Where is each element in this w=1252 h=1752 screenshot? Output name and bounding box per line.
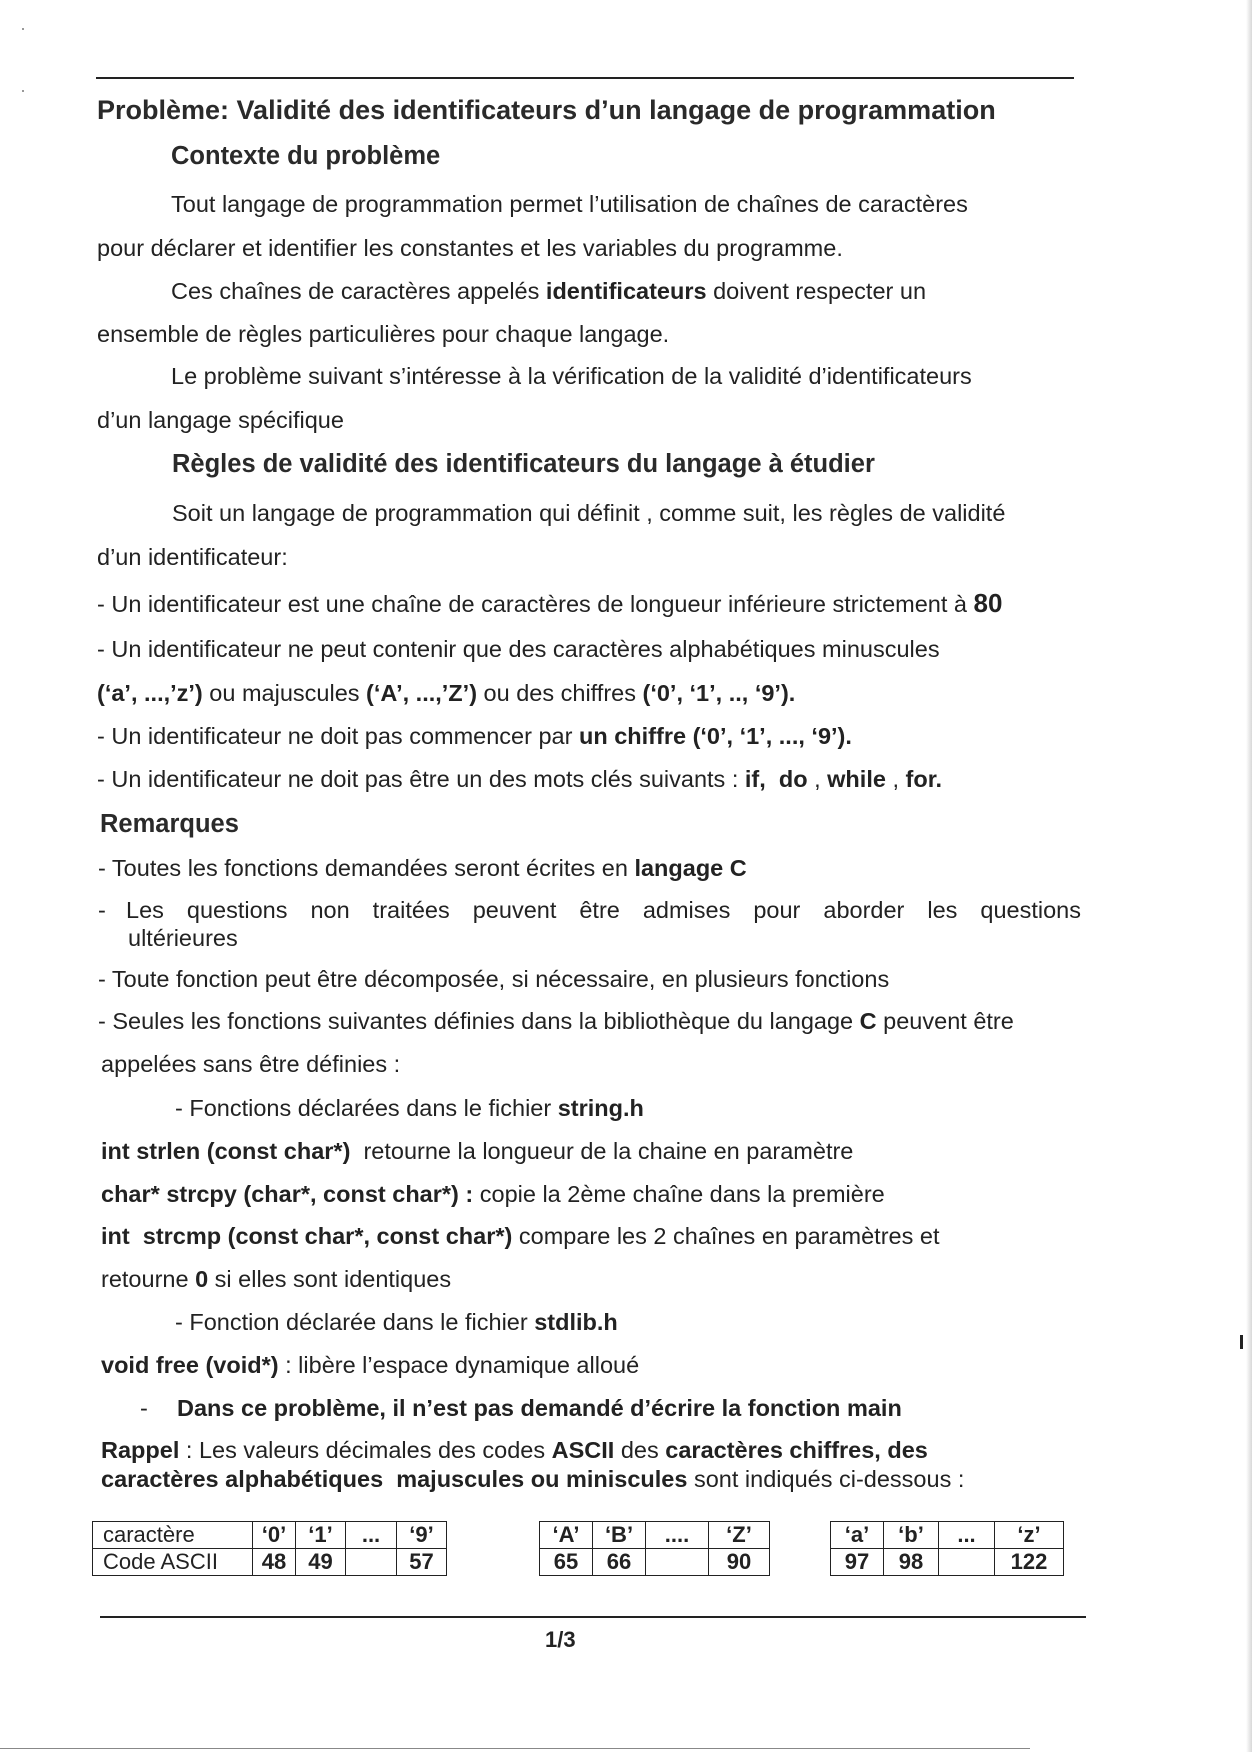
table-cell: [346, 1549, 397, 1576]
remark-library-line-2: appelées sans être définies :: [101, 1051, 401, 1077]
rule-charset-line-1: - Un identificateur ne peut contenir que des caractères alphabétiques minuscules: [97, 636, 940, 662]
table-cell: ‘a’: [831, 1522, 884, 1549]
strcmp-return: retourne 0 si elles sont identiques: [101, 1266, 452, 1292]
table-cell: Code ASCII: [93, 1549, 253, 1576]
context-paragraph-2-line-1: Ces chaînes de caractères appelés identificateurs doivent respecter un: [171, 278, 927, 304]
table-row: [540, 1522, 770, 1549]
remark-library-line-1: - Seules les fonctions suivantes définies dans la bibliothèque du langage C peuvent être: [98, 1008, 1014, 1034]
strcpy-signature: char* strcpy (char*, const char*) : copie la 2ème chaîne dans la première: [101, 1181, 885, 1207]
table-row: [93, 1549, 447, 1576]
table-cell: 97: [831, 1549, 884, 1576]
string-h-heading: - Fonctions déclarées dans le fichier string.h: [175, 1095, 644, 1121]
rule-keywords: - Un identificateur ne doit pas être un des mots clés suivants : if, do , while , for.: [97, 766, 943, 792]
rules-intro-line-1: Soit un langage de programmation qui définit , comme suit, les règles de validité: [172, 500, 1006, 526]
main-note: Dans ce problème, il n’est pas demandé d’écrire la fonction main: [177, 1395, 902, 1421]
rappel-line-2: caractères alphabétiques majuscules ou miniscules sont indiqués ci-dessous :: [101, 1466, 965, 1492]
table-row: [93, 1522, 447, 1549]
table-cell: ‘9’: [397, 1522, 447, 1549]
scan-mark: [1240, 1335, 1243, 1349]
scan-speck: [22, 28, 24, 30]
table-cell: ...: [346, 1522, 397, 1549]
context-heading: Contexte du problème: [171, 142, 441, 170]
strlen-signature: int strlen (const char*) retourne la longueur de la chaine en paramètre: [101, 1138, 854, 1164]
table-cell: ‘B’: [593, 1522, 646, 1549]
table-cell: ....: [646, 1522, 709, 1549]
remarks-heading: Remarques: [100, 810, 239, 838]
table-cell: 98: [884, 1549, 939, 1576]
table-cell: 57: [397, 1549, 447, 1576]
table-cell: ‘0’: [253, 1522, 296, 1549]
problem-title: Problème: Validité des identificateurs d’un langage de programmation: [97, 95, 996, 125]
top-rule: [96, 77, 1074, 79]
main-note-dash: -: [140, 1395, 148, 1421]
bottom-rule: [100, 1616, 1086, 1618]
scan-speck: [22, 90, 24, 92]
context-paragraph-2-line-2: ensemble de règles particulières pour chaque langage.: [97, 321, 670, 347]
table-cell: 66: [593, 1549, 646, 1576]
table-row: [540, 1549, 770, 1576]
context-paragraph-3-line-2: d’un langage spécifique: [97, 407, 344, 433]
context-paragraph-1-line-2: pour déclarer et identifier les constantes et les variables du programme.: [97, 235, 843, 261]
remark-language: - Toutes les fonctions demandées seront écrites en langage C: [98, 855, 747, 881]
rule-length: - Un identificateur est une chaîne de caractères de longueur inférieure strictement à 80: [97, 588, 1003, 618]
rules-intro-line-2: d’un identificateur:: [97, 544, 288, 570]
table-cell: 65: [540, 1549, 593, 1576]
table-row: [831, 1549, 1064, 1576]
table-cell: 48: [253, 1549, 296, 1576]
remark-questions-line-1: Les questions non traitées peuvent être admises pour aborder les questions: [126, 897, 1081, 923]
ascii-table-digits: [92, 1521, 447, 1576]
table-cell: ...: [939, 1522, 995, 1549]
table-cell: ‘1’: [296, 1522, 346, 1549]
ascii-table-uppercase: [539, 1521, 770, 1576]
rule-charset-line-2: (‘a’, ...,’z’) ou majuscules (‘A’, ...,’Z’) ou des chiffres (‘0’, ‘1’, .., ‘9’).: [97, 680, 796, 706]
table-cell: ‘A’: [540, 1522, 593, 1549]
table-cell: 122: [995, 1549, 1064, 1576]
remark-questions-line-2: ultérieures: [128, 925, 238, 951]
context-paragraph-1-line-1: Tout langage de programmation permet l’utilisation de chaînes de caractères: [171, 191, 968, 217]
strcmp-signature: int strcmp (const char*, const char*) compare les 2 chaînes en paramètres et: [101, 1223, 940, 1249]
table-cell: [646, 1549, 709, 1576]
table-cell: [939, 1549, 995, 1576]
table-cell: ‘b’: [884, 1522, 939, 1549]
rappel-line-1: Rappel : Les valeurs décimales des codes ASCII des caractères chiffres, des: [101, 1437, 928, 1463]
table-cell: 90: [709, 1549, 770, 1576]
context-paragraph-3-line-1: Le problème suivant s’intéresse à la vérification de la validité d’identificateurs: [171, 363, 972, 389]
table-cell: ‘z’: [995, 1522, 1064, 1549]
table-cell: 49: [296, 1549, 346, 1576]
free-signature: void free (void*) : libère l’espace dynamique alloué: [101, 1352, 640, 1378]
remark-questions-dash: -: [98, 897, 106, 923]
table-cell: caractère: [93, 1522, 253, 1549]
remark-decomposition: - Toute fonction peut être décomposée, si nécessaire, en plusieurs fonctions: [98, 966, 890, 992]
table-row: [831, 1522, 1064, 1549]
rules-heading: Règles de validité des identificateurs du langage à étudier: [172, 450, 875, 478]
page-number: 1/3: [545, 1627, 576, 1652]
ascii-table-lowercase: [830, 1521, 1064, 1576]
stdlib-h-heading: - Fonction déclarée dans le fichier stdlib.h: [175, 1309, 618, 1335]
table-cell: ‘Z’: [709, 1522, 770, 1549]
scan-edge: [1246, 0, 1252, 1752]
scan-bottom-edge: [0, 1748, 1030, 1749]
rule-first-char: - Un identificateur ne doit pas commencer par un chiffre (‘0’, ‘1’, ..., ‘9’).: [97, 723, 852, 749]
